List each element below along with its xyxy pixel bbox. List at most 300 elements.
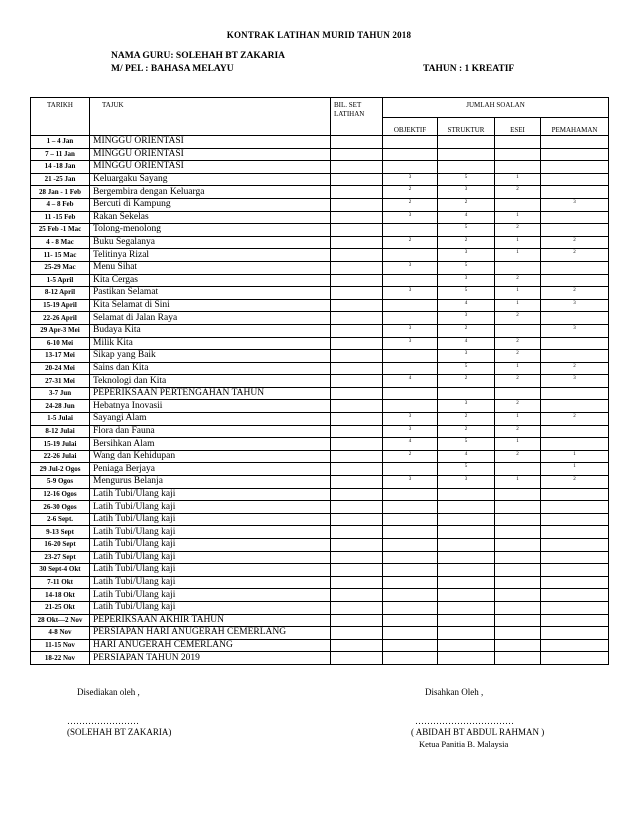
struktur-cell	[438, 539, 495, 552]
bil-set-cell	[331, 387, 383, 400]
topic-cell: Keluargaku Sayang	[90, 173, 331, 186]
date-cell: 4 – 8 Feb	[31, 198, 90, 211]
esei-cell: 1	[495, 287, 541, 300]
topic-cell: Kita Selamat di Sini	[90, 299, 331, 312]
pemahaman-cell	[541, 211, 609, 224]
topic-cell: Milik Kita	[90, 337, 331, 350]
date-cell: 4-8 Nov	[31, 627, 90, 640]
objektif-cell	[383, 274, 438, 287]
esei-cell	[495, 261, 541, 274]
table-row	[31, 476, 609, 489]
struktur-cell: 4	[438, 299, 495, 312]
pemahaman-cell	[541, 136, 609, 149]
esei-cell	[495, 488, 541, 501]
struktur-cell	[438, 387, 495, 400]
table-row	[31, 526, 609, 539]
topic-cell: Sayangi Alam	[90, 413, 331, 426]
esei-cell: 1	[495, 249, 541, 262]
header-bil-set: BIL. SET LATIHAN	[331, 98, 383, 136]
topic-cell: MINGGU ORIENTASI	[90, 161, 331, 174]
objektif-cell	[383, 224, 438, 237]
table-row	[31, 564, 609, 577]
esei-cell	[495, 564, 541, 577]
esei-cell	[495, 627, 541, 640]
pemahaman-cell	[541, 601, 609, 614]
table-row	[31, 287, 609, 300]
struktur-cell	[438, 488, 495, 501]
objektif-cell: 3	[383, 324, 438, 337]
pemahaman-cell: 2	[541, 236, 609, 249]
date-cell: 26-30 Ogos	[31, 501, 90, 514]
table-row	[31, 173, 609, 186]
struktur-cell	[438, 513, 495, 526]
date-cell: 27-31 Mei	[31, 375, 90, 388]
right-signature-line: ……………………………	[415, 716, 514, 726]
pemahaman-cell	[541, 337, 609, 350]
topic-cell: Hebatnya Inovasii	[90, 400, 331, 413]
date-cell: 12-16 Ogos	[31, 488, 90, 501]
esei-cell: 2	[495, 186, 541, 199]
pemahaman-cell	[541, 387, 609, 400]
topic-cell: Kita Cergas	[90, 274, 331, 287]
struktur-cell	[438, 614, 495, 627]
struktur-cell: 5	[438, 287, 495, 300]
objektif-cell	[383, 501, 438, 514]
esei-cell: 1	[495, 413, 541, 426]
topic-cell: Bersihkan Alam	[90, 438, 331, 451]
table-row	[31, 337, 609, 350]
topic-cell: Latih Tubi/Ulang kaji	[90, 526, 331, 539]
struktur-cell	[438, 589, 495, 602]
objektif-cell: 3	[383, 287, 438, 300]
date-cell: 22-26 Julai	[31, 450, 90, 463]
table-row	[31, 627, 609, 640]
table-row	[31, 438, 609, 451]
table-row	[31, 350, 609, 363]
topic-cell: Menu Sihat	[90, 261, 331, 274]
struktur-cell: 2	[438, 375, 495, 388]
bil-set-cell	[331, 413, 383, 426]
date-cell: 13-17 Mei	[31, 350, 90, 363]
esei-cell: 2	[495, 450, 541, 463]
topic-cell: PERSIAPAN TAHUN 2019	[90, 652, 331, 665]
esei-cell: 2	[495, 375, 541, 388]
struktur-cell	[438, 601, 495, 614]
topic-cell: Budaya Kita	[90, 324, 331, 337]
date-cell: 1-5 April	[31, 274, 90, 287]
esei-cell: 2	[495, 224, 541, 237]
topic-cell: Latih Tubi/Ulang kaji	[90, 501, 331, 514]
pemahaman-cell: 3	[541, 324, 609, 337]
pemahaman-cell	[541, 539, 609, 552]
objektif-cell	[383, 148, 438, 161]
bil-set-cell	[331, 186, 383, 199]
date-cell: 11-15 Nov	[31, 639, 90, 652]
esei-cell: 2	[495, 337, 541, 350]
table-row	[31, 413, 609, 426]
objektif-cell: 2	[383, 450, 438, 463]
header-esei: ESEI	[495, 118, 541, 136]
table-row	[31, 387, 609, 400]
topic-cell: Latih Tubi/Ulang kaji	[90, 589, 331, 602]
table-row	[31, 652, 609, 665]
pemahaman-cell: 2	[541, 476, 609, 489]
date-cell: 28 Jan - 1 Feb	[31, 186, 90, 199]
table-row	[31, 539, 609, 552]
bil-set-cell	[331, 425, 383, 438]
bil-set-cell	[331, 488, 383, 501]
pemahaman-cell	[541, 589, 609, 602]
date-cell: 29 Apr-3 Mei	[31, 324, 90, 337]
topic-cell: Bergembira dengan Keluarga	[90, 186, 331, 199]
esei-cell	[495, 614, 541, 627]
pemahaman-cell	[541, 148, 609, 161]
objektif-cell	[383, 652, 438, 665]
date-cell: 21-25 Okt	[31, 601, 90, 614]
bil-set-cell	[331, 324, 383, 337]
bil-set-cell	[331, 312, 383, 325]
bil-set-cell	[331, 476, 383, 489]
pemahaman-cell: 3	[541, 299, 609, 312]
pemahaman-cell	[541, 614, 609, 627]
pemahaman-cell	[541, 501, 609, 514]
pemahaman-cell	[541, 488, 609, 501]
esei-cell	[495, 387, 541, 400]
date-cell: 5-9 Ogos	[31, 476, 90, 489]
date-cell: 14 -18 Jan	[31, 161, 90, 174]
table-row	[31, 488, 609, 501]
objektif-cell	[383, 551, 438, 564]
pemahaman-cell	[541, 652, 609, 665]
objektif-cell	[383, 362, 438, 375]
table-row	[31, 375, 609, 388]
struktur-cell	[438, 576, 495, 589]
bil-set-cell	[331, 526, 383, 539]
topic-cell: Peniaga Berjaya	[90, 463, 331, 476]
pemahaman-cell: 3	[541, 375, 609, 388]
pemahaman-cell	[541, 161, 609, 174]
table-row	[31, 576, 609, 589]
topic-cell: Latih Tubi/Ulang kaji	[90, 601, 331, 614]
date-cell: 8-12 Julai	[31, 425, 90, 438]
objektif-cell	[383, 601, 438, 614]
date-cell: 22-26 April	[31, 312, 90, 325]
esei-cell	[495, 161, 541, 174]
table-row	[31, 551, 609, 564]
header-pemahaman: PEMAHAMAN	[541, 118, 609, 136]
pemahaman-cell	[541, 639, 609, 652]
table-body	[31, 136, 609, 665]
topic-cell: MINGGU ORIENTASI	[90, 136, 331, 149]
right-signatory-role: Ketua Panitia B. Malaysia	[419, 739, 509, 749]
objektif-cell	[383, 564, 438, 577]
table-row	[31, 224, 609, 237]
esei-cell	[495, 551, 541, 564]
header-objektif: OBJEKTIF	[383, 118, 438, 136]
topic-cell: Latih Tubi/Ulang kaji	[90, 576, 331, 589]
table-row	[31, 211, 609, 224]
esei-cell	[495, 526, 541, 539]
page-title: KONTRAK LATIHAN MURID TAHUN 2018	[226, 30, 412, 40]
pemahaman-cell	[541, 438, 609, 451]
table-row	[31, 513, 609, 526]
date-cell: 15-19 Julai	[31, 438, 90, 451]
topic-cell: Sikap yang Baik	[90, 350, 331, 363]
bil-set-cell	[331, 375, 383, 388]
objektif-cell: 3	[383, 413, 438, 426]
table-row	[31, 261, 609, 274]
topic-cell: Telitinya Rizal	[90, 249, 331, 262]
table-row	[31, 161, 609, 174]
header-tajuk: TAJUK	[90, 98, 331, 136]
objektif-cell	[383, 513, 438, 526]
pemahaman-cell	[541, 261, 609, 274]
bil-set-cell	[331, 564, 383, 577]
struktur-cell: 3	[438, 400, 495, 413]
topic-cell: Buku Segalanya	[90, 236, 331, 249]
bil-set-cell	[331, 513, 383, 526]
topic-cell: MINGGU ORIENTASI	[90, 148, 331, 161]
pemahaman-cell: 1	[541, 463, 609, 476]
approved-by-label: Disahkan Oleh ,	[425, 687, 484, 697]
esei-cell: 1	[495, 236, 541, 249]
pemahaman-cell	[541, 526, 609, 539]
struktur-cell: 3	[438, 249, 495, 262]
pemahaman-cell: 2	[541, 362, 609, 375]
bil-set-cell	[331, 236, 383, 249]
esei-cell: 1	[495, 173, 541, 186]
bil-set-cell	[331, 539, 383, 552]
pemahaman-cell	[541, 564, 609, 577]
objektif-cell: 2	[383, 198, 438, 211]
date-cell: 29 Jul-2 Ogos	[31, 463, 90, 476]
table-row	[31, 136, 609, 149]
objektif-cell: 3	[383, 173, 438, 186]
struktur-cell: 2	[438, 324, 495, 337]
bil-set-cell	[331, 601, 383, 614]
year-class: TAHUN : 1 KREATIF	[423, 64, 515, 74]
bil-set-cell	[331, 249, 383, 262]
pemahaman-cell: 3	[541, 198, 609, 211]
esei-cell	[495, 576, 541, 589]
pemahaman-cell	[541, 576, 609, 589]
topic-cell: Tolong-menolong	[90, 224, 331, 237]
struktur-cell: 2	[438, 425, 495, 438]
table-row	[31, 249, 609, 262]
table-row	[31, 601, 609, 614]
bil-set-cell	[331, 551, 383, 564]
esei-cell	[495, 601, 541, 614]
esei-cell: 1	[495, 299, 541, 312]
objektif-cell	[383, 488, 438, 501]
objektif-cell: 3	[383, 425, 438, 438]
topic-cell: Selamat di Jalan Raya	[90, 312, 331, 325]
table-row	[31, 463, 609, 476]
date-cell: 20-24 Mei	[31, 362, 90, 375]
struktur-cell	[438, 526, 495, 539]
bil-set-cell	[331, 261, 383, 274]
esei-cell	[495, 539, 541, 552]
table-row	[31, 312, 609, 325]
date-cell: 11- 15 Mac	[31, 249, 90, 262]
date-cell: 9-13 Sept	[31, 526, 90, 539]
objektif-cell	[383, 161, 438, 174]
topic-cell: Teknologi dan Kita	[90, 375, 331, 388]
topic-cell: Sains dan Kita	[90, 362, 331, 375]
objektif-cell	[383, 350, 438, 363]
date-cell: 23-27 Sept	[31, 551, 90, 564]
pemahaman-cell: 2	[541, 413, 609, 426]
esei-cell: 1	[495, 438, 541, 451]
topic-cell: Latih Tubi/Ulang kaji	[90, 539, 331, 552]
bil-set-cell	[331, 148, 383, 161]
struktur-cell: 3	[438, 186, 495, 199]
pemahaman-cell	[541, 312, 609, 325]
pemahaman-cell	[541, 350, 609, 363]
table-row	[31, 362, 609, 375]
bil-set-cell	[331, 224, 383, 237]
struktur-cell	[438, 564, 495, 577]
bil-set-cell	[331, 438, 383, 451]
prepared-by-label: Disediakan oleh ,	[77, 687, 140, 697]
topic-cell: PERSIAPAN HARI ANUGERAH CEMERLANG	[90, 627, 331, 640]
bil-set-cell	[331, 362, 383, 375]
date-cell: 25 Feb -1 Mac	[31, 224, 90, 237]
bil-set-cell	[331, 576, 383, 589]
pemahaman-cell: 1	[541, 450, 609, 463]
struktur-cell	[438, 501, 495, 514]
bil-set-cell	[331, 400, 383, 413]
esei-cell: 2	[495, 350, 541, 363]
date-cell: 21 -25 Jan	[31, 173, 90, 186]
teacher-name: NAMA GURU: SOLEHAH BT ZAKARIA	[111, 51, 286, 61]
struktur-cell	[438, 639, 495, 652]
pemahaman-cell	[541, 173, 609, 186]
esei-cell	[495, 589, 541, 602]
table-row	[31, 450, 609, 463]
objektif-cell	[383, 589, 438, 602]
bil-set-cell	[331, 501, 383, 514]
esei-cell	[495, 463, 541, 476]
bil-set-cell	[331, 627, 383, 640]
right-signatory-name: ( ABIDAH BT ABDUL RAHMAN )	[411, 727, 545, 737]
struktur-cell: 5	[438, 224, 495, 237]
objektif-cell	[383, 136, 438, 149]
date-cell: 6-10 Mei	[31, 337, 90, 350]
table-row	[31, 589, 609, 602]
table-row	[31, 425, 609, 438]
table-row	[31, 324, 609, 337]
objektif-cell	[383, 249, 438, 262]
bil-set-cell	[331, 450, 383, 463]
header-jumlah-soalan: JUMLAH SOALAN	[383, 98, 609, 118]
table-row	[31, 186, 609, 199]
date-cell: 14-18 Okt	[31, 589, 90, 602]
pemahaman-cell	[541, 425, 609, 438]
date-cell: 24-28 Jun	[31, 400, 90, 413]
topic-cell: Latih Tubi/Ulang kaji	[90, 564, 331, 577]
struktur-cell: 4	[438, 211, 495, 224]
struktur-cell: 2	[438, 236, 495, 249]
table-row	[31, 639, 609, 652]
objektif-cell	[383, 312, 438, 325]
objektif-cell	[383, 614, 438, 627]
pemahaman-cell	[541, 186, 609, 199]
objektif-cell	[383, 627, 438, 640]
esei-cell: 2	[495, 400, 541, 413]
topic-cell: Latih Tubi/Ulang kaji	[90, 551, 331, 564]
objektif-cell: 2	[383, 186, 438, 199]
bil-set-cell	[331, 350, 383, 363]
date-cell: 3-7 Jun	[31, 387, 90, 400]
date-cell: 30 Sept-4 Okt	[31, 564, 90, 577]
left-signatory-name: (SOLEHAH BT ZAKARIA)	[67, 727, 172, 737]
struktur-cell: 3	[438, 312, 495, 325]
objektif-cell: 4	[383, 375, 438, 388]
objektif-cell: 3	[383, 261, 438, 274]
topic-cell: HARI ANUGERAH CEMERLANG	[90, 639, 331, 652]
bil-set-cell	[331, 639, 383, 652]
table-row	[31, 236, 609, 249]
table-row	[31, 274, 609, 287]
training-contract-table	[30, 97, 609, 665]
esei-cell	[495, 324, 541, 337]
table-row	[31, 148, 609, 161]
date-cell: 1 – 4 Jan	[31, 136, 90, 149]
esei-cell: 2	[495, 274, 541, 287]
bil-set-cell	[331, 299, 383, 312]
objektif-cell: 3	[383, 337, 438, 350]
topic-cell: Bercuti di Kampung	[90, 198, 331, 211]
topic-cell: Latih Tubi/Ulang kaji	[90, 513, 331, 526]
objektif-cell	[383, 539, 438, 552]
bil-set-cell	[331, 652, 383, 665]
subject-name: M/ PEL : BAHASA MELAYU	[111, 64, 234, 74]
struktur-cell	[438, 148, 495, 161]
bil-set-cell	[331, 287, 383, 300]
bil-set-cell	[331, 136, 383, 149]
pemahaman-cell	[541, 400, 609, 413]
objektif-cell	[383, 639, 438, 652]
date-cell: 4 - 8 Mac	[31, 236, 90, 249]
bil-set-cell	[331, 463, 383, 476]
objektif-cell	[383, 299, 438, 312]
struktur-cell: 3	[438, 350, 495, 363]
objektif-cell	[383, 526, 438, 539]
struktur-cell: 2	[438, 198, 495, 211]
header-tarikh: TARIKH	[31, 98, 90, 136]
pemahaman-cell	[541, 513, 609, 526]
esei-cell: 2	[495, 425, 541, 438]
date-cell: 2-6 Sept.	[31, 513, 90, 526]
objektif-cell: 3	[383, 476, 438, 489]
objektif-cell	[383, 400, 438, 413]
pemahaman-cell	[541, 274, 609, 287]
objektif-cell: 2	[383, 236, 438, 249]
date-cell: 7-11 Okt	[31, 576, 90, 589]
bil-set-cell	[331, 337, 383, 350]
struktur-cell: 5	[438, 438, 495, 451]
struktur-cell	[438, 551, 495, 564]
struktur-cell: 5	[438, 173, 495, 186]
date-cell: 18-22 Nov	[31, 652, 90, 665]
bil-set-cell	[331, 161, 383, 174]
bil-set-cell	[331, 274, 383, 287]
esei-cell: 1	[495, 362, 541, 375]
struktur-cell	[438, 136, 495, 149]
pemahaman-cell: 2	[541, 287, 609, 300]
topic-cell: Rakan Sekelas	[90, 211, 331, 224]
